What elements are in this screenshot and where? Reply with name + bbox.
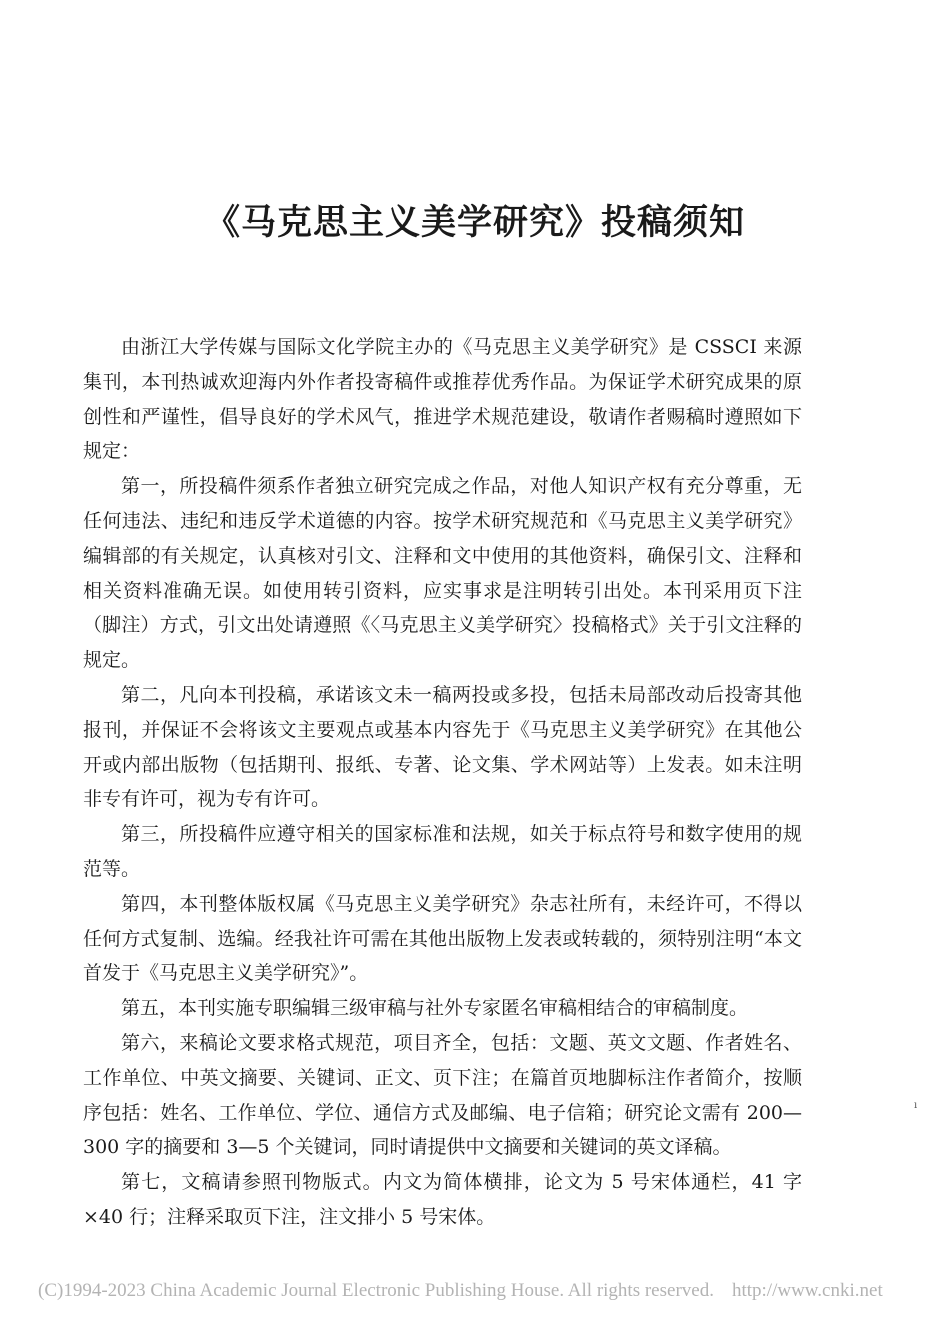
margin-mark: ı [914,1100,918,1111]
footer-url-link[interactable]: http://www.cnki.net [731,1280,883,1301]
copyright-footer [38,1280,883,1302]
rule-6-paragraph: 第六，来稿论文要求格式规范，项目齐全，包括：文题、英文文题、作者姓名、工作单位、中英文摘要、关键词、正文、页下注；在篇首页地脚标注作者简介，按顺序包括：姓名、工作单位、学位、通信方式及邮编、电子信箱；研究论文需有 200—300 字的摘要和 3—5 个关键词，同时请提供中文摘要和关键词的英文译稿。 [83,1031,802,1159]
rule-1-paragraph: 第一，所投稿件须系作者独立研究完成之作品，对他人知识产权有充分尊重，无任何违法、违纪和违反学术道德的内容。按学术研究规范和《马克思主义美学研究》编辑部的有关规定，认真核对引文、注释和文中使用的其他资料，确保引文、注释和相关资料准确无误。如使用转引资料，应实事求是注明转引出处。本刊采用页下注（脚注）方式，引文出处请遵照《〈马克思主义美学研究〉投稿格式》关于引文注释的规定。 [83,475,802,672]
intro-paragraph: 由浙江大学传媒与国际文化学院主办的《马克思主义美学研究》是 CSSCI 来源集刊，本刊热诚欢迎海内外作者投寄稿件或推荐优秀作品。为保证学术研究成果的原创性和严谨性，倡导良好的学术风气，推进学术规范建设，敬请作者赐稿时遵照如下规定： [83,336,802,463]
copyright-text: (C)1994-2023 China Academic Journal Electronic Publishing House. All rights reserved. [38,1280,714,1301]
notice-body [83,330,802,1235]
rule-4-paragraph: 第四，本刊整体版权属《马克思主义美学研究》杂志社所有，未经许可，不得以任何方式复制、选编。经我社许可需在其他出版物上发表或转载的，须特别注明“本文首发于《马克思主义美学研究》”。 [83,892,802,985]
page-title: 《马克思主义美学研究》投稿须知 [204,202,745,243]
rule-2-paragraph: 第二，凡向本刊投稿，承诺该文未一稿两投或多投，包括未局部改动后投寄其他报刊，并保证不会将该文主要观点或基本内容先于《马克思主义美学研究》在其他公开或内部出版物（包括期刊、报纸、专著、论文集、学术网站等）上发表。如未注明非专有许可，视为专有许可。 [83,683,802,811]
rule-7-paragraph: 第七，文稿请参照刊物版式。内文为简体横排，论文为 5 号宋体通栏，41 字×40 行；注释采取页下注，注文排小 5 号宋体。 [83,1171,802,1228]
rule-3-paragraph: 第三，所投稿件应遵守相关的国家标准和法规，如关于标点符号和数字使用的规范等。 [83,823,802,880]
rule-5-paragraph: 第五，本刊实施专职编辑三级审稿与社外专家匿名审稿相结合的审稿制度。 [121,997,749,1020]
